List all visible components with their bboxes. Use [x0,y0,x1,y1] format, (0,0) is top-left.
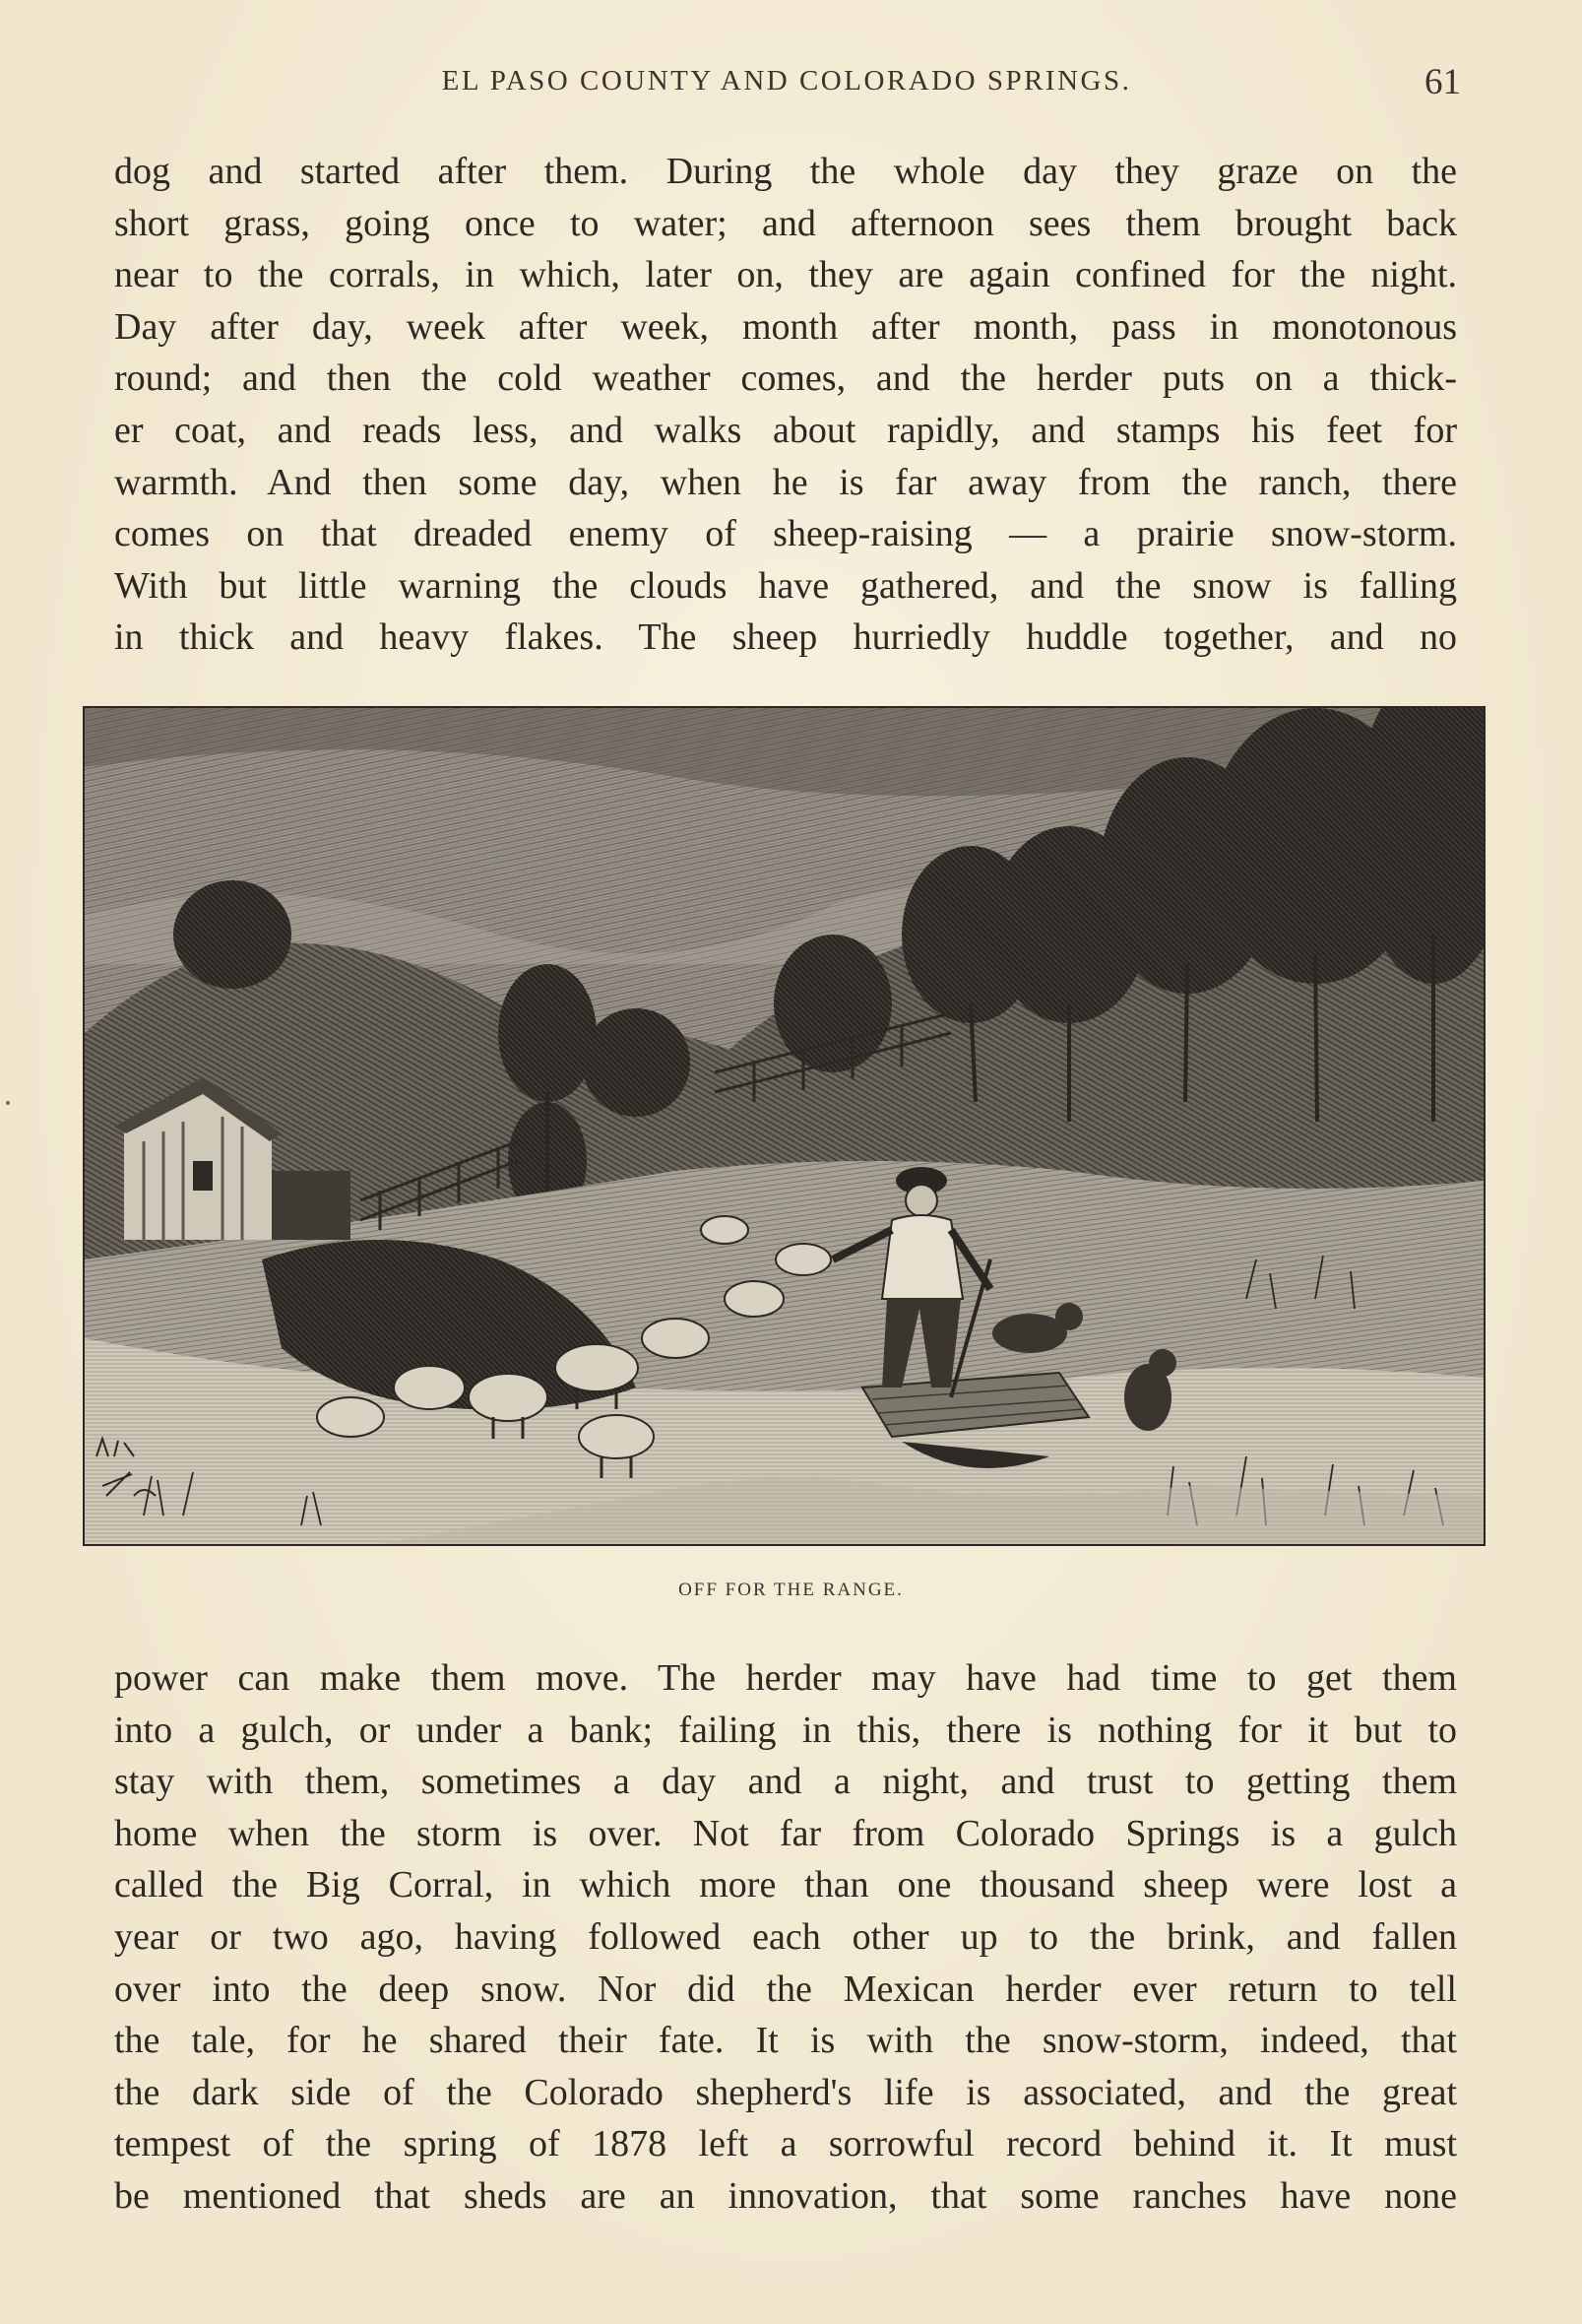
text-line: short grass, going once to water; and afternoon sees them brought back [114,202,1457,244]
text-line: warmth. And then some day, when he is far away from the ranch, there [114,461,1457,503]
text-line: tempest of the spring of 1878 left a sorrowful record behind it. It must [114,2123,1457,2165]
text-line: in thick and heavy flakes. The sheep hurriedly huddle together, and no [114,616,1457,659]
engraving-illustration [83,706,1486,1546]
text-line: dog and started after them. During the whole day they graze on the [114,151,1457,192]
running-head-title: EL PASO COUNTY AND COLORADO SPRINGS. [441,65,1132,97]
text-line: near to the corrals, in which, later on, they are again confined for the night. [114,254,1457,296]
text-line: the dark side of the Colorado shepherd's life is associated, and the great [114,2071,1457,2113]
text-line: into a gulch, or under a bank; failing in this, there is nothing for it but to [114,1709,1457,1751]
text-line: round; and then the cold weather comes, and the herder puts on a thick- [114,357,1457,400]
text-line: er coat, and reads less, and walks about rapidly, and stamps his feet for [114,409,1457,451]
figure-caption: OFF FOR THE RANGE. [678,1580,904,1600]
paper-speck [6,1101,10,1105]
text-line: stay with them, sometimes a day and a night, and trust to getting them [114,1761,1457,1803]
text-line: be mentioned that sheds are an innovation, that some ranches have none [114,2174,1457,2217]
engraving-scene [85,708,1484,1544]
text-line: comes on that dreaded enemy of sheep-raising — a prairie snow-storm. [114,513,1457,555]
text-line: over into the deep snow. Nor did the Mexican herder ever return to tell [114,1968,1457,2010]
page-number: 61 [1424,62,1461,102]
text-line: Day after day, week after week, month after month, pass in monotonous [114,305,1457,348]
running-head [116,62,1461,112]
text-line: called the Big Corral, in which more than one thousand sheep were lost a [114,1864,1457,1906]
text-line: year or two ago, having followed each other up to the brink, and fallen [114,1915,1457,1958]
body-text-top [114,146,1457,664]
text-line: With but little warning the clouds have gathered, and the snow is falling [114,564,1457,607]
text-line: home when the storm is over. Not far from Colorado Springs is a gulch [114,1812,1457,1854]
text-line: the tale, for he shared their fate. It is with the snow-storm, indeed, that [114,2020,1457,2062]
text-line: power can make them move. The herder may have had time to get them [114,1657,1457,1699]
body-text-bottom [114,1652,1457,2223]
